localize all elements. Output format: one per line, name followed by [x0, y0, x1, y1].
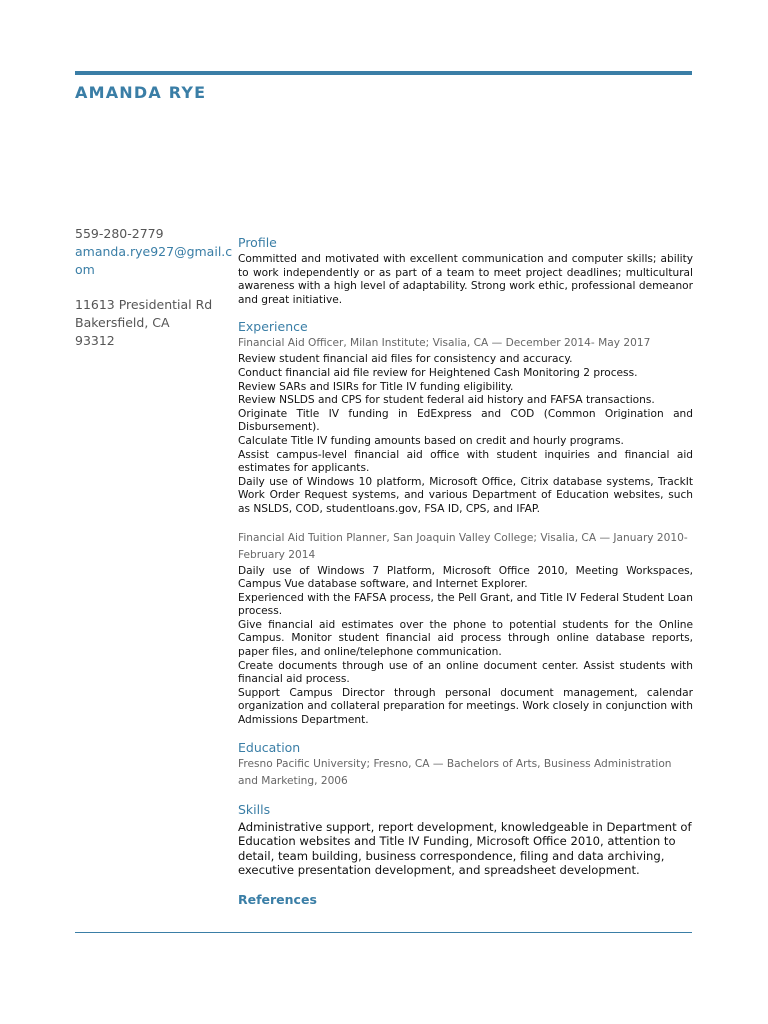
education-meta: Fresno Pacific University; Fresno, CA — Bachelors of Arts, Business Administration and Marketing, 2006: [238, 757, 672, 787]
job-duties: [238, 353, 693, 516]
skills-section: [238, 801, 693, 878]
address-line-2: Bakersfield, CA: [75, 315, 170, 330]
footer-rule: [75, 932, 692, 933]
profile-text: Committed and motivated with excellent communication and computer skills; ability to work independently or as part of a team to meet project deadlines; multicultural awareness with a high level of adaptability. Strong work ethic, professional demeanor and great initiative.: [238, 253, 693, 306]
job-duty: Review NSLDS and CPS for student federal aid history and FAFSA transactions.: [238, 394, 655, 407]
job-duty: Assist campus-level financial aid office with student inquiries and financial aid estimates for applicants.: [238, 448, 693, 475]
job-entry: [238, 530, 693, 728]
email-link[interactable]: amanda.rye927@gmail.com: [75, 244, 233, 277]
experience-heading: Experience: [238, 319, 308, 335]
job-duty: Daily use of Windows 7 Platform, Microsoft Office 2010, Meeting Workspaces, Campus Vue database software, and Internet Explorer.: [238, 564, 693, 591]
references-heading: References: [238, 892, 317, 907]
job-duty: Originate Title IV funding in EdExpress and COD (Common Origination and Disbursement).: [238, 407, 693, 434]
job-duty: Daily use of Windows 10 platform, Microsoft Office, Citrix database systems, TrackIt Work Order Request systems, and various Department of Education websites, such as NSLDS, COD, studentloans.gov, FSA ID, CPS, and IFAP.: [238, 475, 693, 515]
skills-text: Administrative support, report development, knowledgeable in Department of Education websites and Title IV Funding, Microsoft Office 2010, attention to detail, team building, business correspondence, filing and data archiving, executive presentation development, and spreadsheet development.: [238, 819, 692, 878]
address-line-3: 93312: [75, 333, 115, 348]
contact-block: [75, 225, 235, 350]
education-heading: Education: [238, 739, 301, 755]
experience-section: [238, 318, 693, 727]
job-duty: Review student financial aid files for consistency and accuracy.: [238, 353, 573, 366]
references-section: [238, 891, 693, 908]
address-line-1: 11613 Presidential Rd: [75, 297, 213, 312]
job-meta: Financial Aid Officer, Milan Institute; Visalia, CA — December 2014- May 2017: [238, 337, 651, 350]
job-duty: Calculate Title IV funding amounts based on credit and hourly programs.: [238, 434, 624, 447]
job-entry: [238, 335, 693, 516]
education-section: [238, 739, 693, 790]
job-duties: [238, 565, 693, 728]
header-rule: [75, 71, 692, 75]
job-meta: Financial Aid Tuition Planner, San Joaquin Valley College; Visalia, CA — January 2010-February 2014: [238, 531, 688, 561]
profile-heading: Profile: [238, 235, 277, 250]
main-column: [238, 234, 693, 908]
candidate-name: AMANDA RYE: [75, 83, 207, 102]
skills-heading: Skills: [238, 801, 271, 817]
job-duty: Experienced with the FAFSA process, the Pell Grant, and Title IV Federal Student Loan process.: [238, 591, 693, 618]
phone-number: 559-280-2779: [75, 226, 164, 241]
job-duty: Create documents through use of an online document center. Assist students with financial aid process.: [238, 659, 693, 686]
job-duty: Support Campus Director through personal document management, calendar organization and collateral preparation for meetings. Work closely in conjunction with Admissions Department.: [238, 686, 693, 727]
profile-section: [238, 234, 693, 307]
job-duty: Give financial aid estimates over the phone to potential students for the Online Campus. Monitor student financial aid process through online database reports, paper files, and online/telephone communication.: [238, 618, 693, 659]
job-duty: Review SARs and ISIRs for Title IV funding eligibility.: [238, 380, 514, 393]
job-duty: Conduct financial aid file review for Heightened Cash Monitoring 2 process.: [238, 366, 638, 379]
